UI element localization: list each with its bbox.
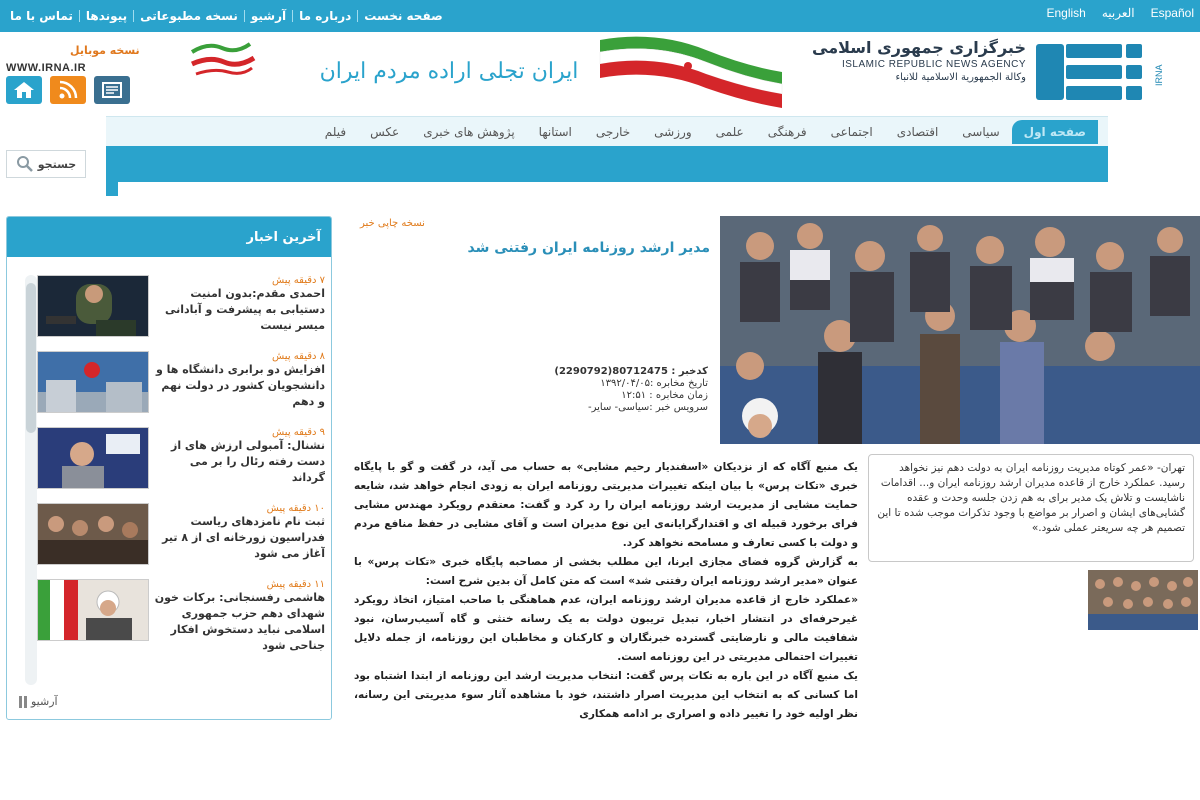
- irna-logo-text: IRNA: [1154, 64, 1164, 86]
- sub-nav-band: [106, 146, 1108, 182]
- top-nav-divider: [244, 10, 245, 22]
- agency-name-fa: خبرگزاری جمهوری اسلامی: [812, 38, 1026, 57]
- list-item-thumbnail[interactable]: [37, 275, 149, 337]
- tab-politics[interactable]: سیاسی: [962, 125, 1000, 139]
- list-item[interactable]: [37, 351, 325, 425]
- top-nav: [4, 0, 451, 32]
- slogan: [304, 56, 594, 86]
- slogan-text: ایران تجلی اراده مردم ایران: [319, 58, 579, 84]
- article-photo[interactable]: [720, 216, 1200, 444]
- site-header: [0, 32, 1200, 114]
- latest-news-title: آخرین اخبار: [246, 229, 321, 245]
- latest-news-list: [37, 275, 325, 685]
- list-item-text: [153, 503, 325, 577]
- site-url: WWW.IRNA.IR: [6, 62, 87, 74]
- article-date: تاریخ مخابره :۱۳۹۲/۰۴/۰۵: [600, 378, 708, 389]
- article-lead-text: تهران- «عمر کوتاه مدیریت روزنامه ایران به دولت دهم نیز نخواهد رسید. عملکرد خارج از قاعده مدیران ارشد روزنامه ایران و... اقدامات ناشایست و تلاش یک مدیر برای به هم زدن جلسه وحدت و عقده گشایی‌های ایشان و اصرار بر مواضع با وجود تذکرات موجب شده تا این تصمیم هر چه سریعتر عملی شود.»: [877, 462, 1185, 534]
- latest-news-header: [7, 217, 331, 257]
- top-nav-home[interactable]: صفحه نخست: [364, 9, 443, 23]
- mobile-version-link[interactable]: نسخه موبایل: [70, 44, 140, 57]
- utility-icons: [6, 76, 130, 104]
- tab-provinces[interactable]: استانها: [538, 125, 572, 139]
- agency-name: [790, 38, 1026, 108]
- search-button[interactable]: [6, 150, 86, 178]
- list-item-time: ۸ دقیقه پیش: [272, 351, 325, 362]
- list-item-title[interactable]: افزایش دو برابری دانشگاه ها و دانشجویان کشور در دولت نهم و دهم: [155, 363, 325, 408]
- sub-nav-band-tail: [106, 182, 118, 196]
- archive-icon: [19, 696, 27, 708]
- list-item-time: ۱۰ دقیقه پیش: [266, 503, 325, 514]
- latest-news-panel: [6, 216, 332, 720]
- agency-name-ar: وکالة الجمهوریة الاسلامیة للانباء: [895, 72, 1026, 83]
- main-nav: [106, 116, 1108, 146]
- home-icon[interactable]: [6, 76, 42, 104]
- article-paragraph: «عملکرد خارج از قاعده مدیران ارشد روزنامه ایران، عدم هماهنگی با صاحب امتیاز، اتخاذ رویکرد غیرحرفه‌ای در انتشار اخبار، تبدیل تریبون دولت به یک رسانه خنثی و گاه آسیب‌رسان، نبود شفافیت مالی و نارضایتی گسترده خبرنگاران و کارکنان و مخاطبان این روزنامه، از جمله دلایل تغییرات احتمالی مدیریتی در این روزنامه است.: [354, 594, 858, 663]
- list-item-title[interactable]: نشنال: آمبولی ارزش های از دست رفته رئال را بر می گرداند: [171, 439, 325, 484]
- article-meta: [486, 366, 708, 414]
- top-nav-divider: [79, 10, 80, 22]
- list-item[interactable]: [37, 427, 325, 501]
- list-item-title[interactable]: هاشمی رفسنجانی: برکات خون شهدای دهم حزب جمهوری اسلامی نباید دستخوش افکار جناحی شود: [154, 591, 325, 652]
- top-bar: [0, 0, 1200, 32]
- list-item-text: [153, 579, 325, 653]
- print-version-link[interactable]: نسخه چاپی خبر: [360, 218, 425, 229]
- top-nav-divider: [357, 10, 358, 22]
- lang-english[interactable]: English: [1046, 6, 1086, 20]
- irna-logo[interactable]: [1032, 38, 1178, 106]
- list-item-text: [153, 427, 325, 501]
- main-nav-items: [313, 117, 1098, 147]
- archive-link[interactable]: [19, 695, 58, 708]
- tab-front-page[interactable]: صفحه اول: [1012, 120, 1098, 144]
- top-nav-contact[interactable]: تماس با ما: [10, 9, 73, 23]
- list-item-time: ۱۱ دقیقه پیش: [266, 579, 325, 590]
- list-item[interactable]: [37, 503, 325, 577]
- list-item-title[interactable]: ثبت نام نامزدهای ریاست فدراسیون زورخانه ای از ۸ تیر آغاز می شود: [162, 515, 325, 560]
- list-item-text: [153, 351, 325, 425]
- list-item[interactable]: [37, 275, 325, 349]
- print-icon[interactable]: [94, 76, 130, 104]
- tab-culture[interactable]: فرهنگی: [767, 125, 807, 139]
- archive-label: آرشیو: [31, 695, 58, 708]
- search-icon: [16, 155, 34, 173]
- list-item-time: ۹ دقیقه پیش: [272, 427, 325, 438]
- yearbook-badge[interactable]: [188, 38, 258, 84]
- list-item[interactable]: [37, 579, 325, 653]
- top-nav-links[interactable]: پیوندها: [85, 9, 128, 23]
- article-lead: [868, 454, 1194, 562]
- lang-arabic[interactable]: العربیه: [1101, 6, 1135, 20]
- top-nav-divider: [292, 10, 293, 22]
- list-item-thumbnail[interactable]: [37, 351, 149, 413]
- article-service: سرویس خبر :سیاسی- سایر-: [588, 402, 708, 413]
- latest-news-scrollbar[interactable]: [25, 275, 37, 685]
- article-body: [354, 458, 858, 800]
- list-item-title[interactable]: احمدی مقدم:بدون امنیت دستیابی به پیشرفت و آبادانی میسر نیست: [165, 287, 325, 332]
- top-nav-press-edition[interactable]: نسخه مطبوعاتی: [140, 9, 238, 23]
- lang-spanish[interactable]: Español: [1150, 6, 1194, 20]
- tab-foreign[interactable]: خارجی: [595, 125, 631, 139]
- article-paragraph: یک منبع آگاه در این باره به تکات پرس گفت: انتخاب مدیریت ارشد این روزنامه از ابتدا اشتباه بود اما کسانی که به انتخاب این مدیریت اصرار داشتند، خود با مشاهده آثار سوء مدیریتی این رسانه، نظر اولیه خود را تغییر داده و اصراری بر ادامه همکاری: [354, 670, 858, 720]
- search-label: جستجو: [37, 157, 77, 171]
- iran-flag-graphic: [596, 32, 786, 110]
- list-item-thumbnail[interactable]: [37, 427, 149, 489]
- top-nav-about[interactable]: درباره ما: [299, 9, 352, 23]
- list-item-text: [153, 275, 325, 349]
- list-item-thumbnail[interactable]: [37, 579, 149, 641]
- list-item-thumbnail[interactable]: [37, 503, 149, 565]
- tab-social[interactable]: اجتماعی: [830, 125, 873, 139]
- tab-film[interactable]: فیلم: [324, 125, 347, 139]
- secondary-photo[interactable]: [1088, 570, 1198, 630]
- tab-economy[interactable]: اقتصادی: [896, 125, 939, 139]
- tab-research[interactable]: پژوهش های خبری: [423, 125, 515, 139]
- article-paragraph: یک منبع آگاه که از نزدیکان «اسفندیار رحیم مشایی» به حساب می آید، در گفت و گو با پایگاه خبری «تکات پرس» با بیان اینکه تغییرات مدیریتی روزنامه ایران به زودی انجام خواهد شد، شایعه حمایت مشایی از مدیریت ارشد روزنامه ایران را رد کرد و گفت: معتقدم رویکرد مهندس مشایی فرای برخورد قبیله ای و اقتدارگرایانه‌ی این نوع مدیران است و آقای مشایی در حفظ منافع مردم و دولت با کسی تعارف و مسامحه نخواهد کرد.: [354, 461, 858, 549]
- list-item-time: ۷ دقیقه پیش: [272, 275, 325, 286]
- article-time: زمان مخابره : ۱۲:۵۱: [621, 390, 708, 401]
- tab-photo[interactable]: عکس: [370, 125, 400, 139]
- article-title: مدیر ارشد روزنامه ایران رفتنی شد: [467, 240, 710, 256]
- article-code: کدخبر : 80712475(2290792): [554, 366, 708, 377]
- tab-sports[interactable]: ورزشی: [654, 125, 692, 139]
- rss-icon[interactable]: [50, 76, 86, 104]
- top-nav-archive[interactable]: آرشیو: [250, 9, 287, 23]
- top-nav-divider: [133, 10, 134, 22]
- article-paragraph: به گزارش گروه فضای مجازی ایرنا، این مطلب بخشی از مصاحبه پایگاه خبری «تکات پرس» با عنوان «مدیر ارشد روزنامه ایران رفتنی شد» است که متن کامل آن بدین شرح است:: [354, 556, 858, 587]
- language-switcher: [1046, 6, 1194, 20]
- scrollbar-thumb[interactable]: [26, 283, 36, 433]
- agency-name-en: ISLAMIC REPUBLIC NEWS AGENCY: [841, 59, 1026, 70]
- tab-science[interactable]: علمی: [715, 125, 744, 139]
